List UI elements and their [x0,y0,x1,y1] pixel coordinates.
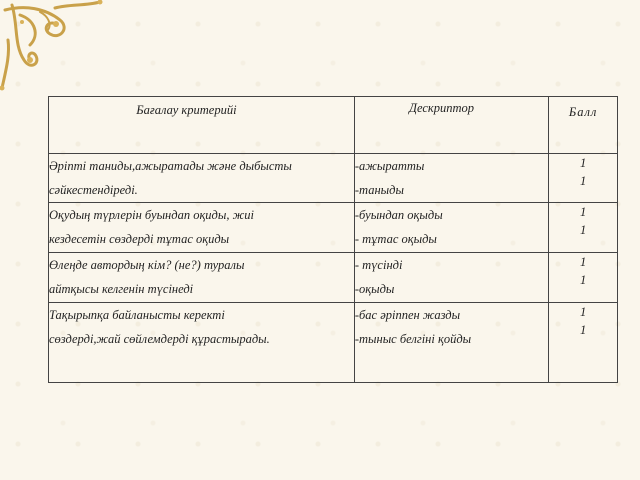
criterion-cell [49,203,355,253]
criterion-line: Тақырыпқа байланысты керекті [49,308,225,322]
gold-swirl-ornament-icon [0,0,110,95]
header-descriptor-cell [354,97,548,154]
header-points: Балл [568,105,598,119]
table-row [49,203,618,253]
points-cell [549,203,618,253]
points-cell [549,303,618,383]
criterion-line: айтқысы келгенін түсінеді [49,282,194,296]
point-value: 1 [579,323,587,337]
descriptor-line: -оқыды [354,282,395,296]
assessment-rubric-table [48,96,618,383]
descriptor-line: -ажыратты [354,159,425,173]
descriptor-line: - түсінді [354,258,403,272]
descriptor-cell [354,253,548,303]
descriptor-line: -буындап оқыды [354,208,443,222]
point-value: 1 [579,223,587,237]
points-cell [549,154,618,203]
point-value: 1 [579,174,587,188]
table-row [49,303,618,383]
criterion-line: Оқудың түрлерін буындап оқиды, жиі [49,208,254,222]
criterion-line: Өлеңде автордың кім? (не?) туралы [49,258,245,272]
descriptor-line: -тыныс белгіні қойды [354,332,472,346]
criterion-line: сөздерді,жай сөйлемдерді құрастырады. [49,332,270,346]
point-value: 1 [579,305,587,319]
header-criterion: Бағалау критерийі [136,103,237,117]
table-row [49,253,618,303]
point-value: 1 [579,273,587,287]
descriptor-cell [354,154,548,203]
point-value: 1 [579,156,587,170]
points-cell [549,253,618,303]
criterion-line: кездесетін сөздерді тұтас оқиды [49,232,230,246]
header-points-cell [549,97,618,154]
point-value: 1 [579,205,587,219]
criterion-line: Әріпті таниды,ажыратады және дыбысты [49,159,292,173]
point-value: 1 [579,255,587,269]
table-row [49,154,618,203]
criterion-cell [49,154,355,203]
header-descriptor: Дескриптор [409,101,475,115]
criterion-cell [49,303,355,383]
descriptor-cell [354,303,548,383]
descriptor-line: - тұтас оқыды [354,232,437,246]
descriptor-line: -таныды [354,183,404,197]
descriptor-cell [354,203,548,253]
criterion-line: сәйкестендіреді. [49,183,138,197]
header-criterion-cell [49,97,355,154]
criterion-cell [49,253,355,303]
table-header-row [49,97,618,154]
descriptor-line: -бас әріппен жазды [354,308,461,322]
